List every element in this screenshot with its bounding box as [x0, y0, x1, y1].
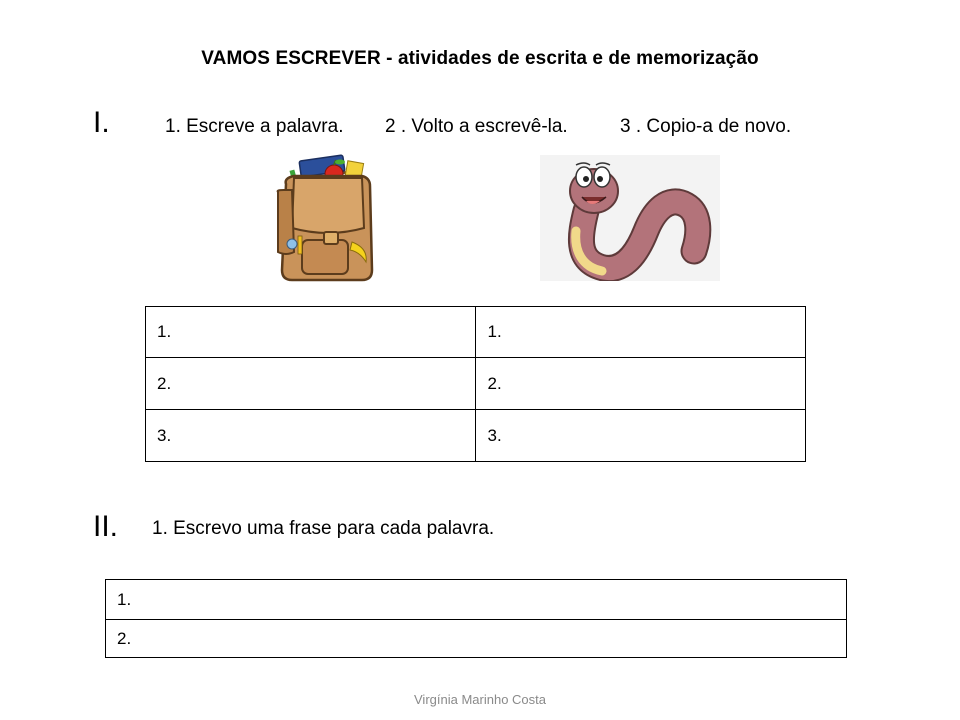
section-numeral-1: I. — [93, 106, 110, 139]
page-title: VAMOS ESCREVER - atividades de escrita e de memorização — [201, 48, 759, 69]
word-writing-table — [145, 306, 806, 462]
writing-cell[interactable]: 1. — [476, 307, 806, 358]
worm-illustration — [540, 155, 720, 281]
table-row — [146, 307, 806, 358]
writing-cell[interactable]: 2. — [476, 358, 806, 410]
writing-cell[interactable]: 3. — [146, 410, 476, 462]
writing-cell[interactable]: 1. — [146, 307, 476, 358]
sentence-table — [105, 579, 847, 658]
table-row — [106, 580, 847, 620]
sentence-cell[interactable]: 1. — [106, 580, 847, 620]
section-numeral-2: II. — [93, 510, 119, 543]
table-row — [106, 620, 847, 658]
instruction-2: 2 . Volto a escrevê-la. — [385, 116, 568, 137]
backpack-illustration — [272, 152, 380, 284]
writing-cell[interactable]: 2. — [146, 358, 476, 410]
sentence-instruction: 1. Escrevo uma frase para cada palavra. — [152, 518, 495, 539]
sentence-cell[interactable]: 2. — [106, 620, 847, 658]
writing-cell[interactable]: 3. — [476, 410, 806, 462]
instruction-1: 1. Escreve a palavra. — [165, 116, 344, 137]
instruction-3: 3 . Copio-a de novo. — [620, 116, 792, 137]
table-row — [146, 410, 806, 462]
table-row — [146, 358, 806, 410]
author-footer: Virgínia Marinho Costa — [414, 692, 546, 707]
